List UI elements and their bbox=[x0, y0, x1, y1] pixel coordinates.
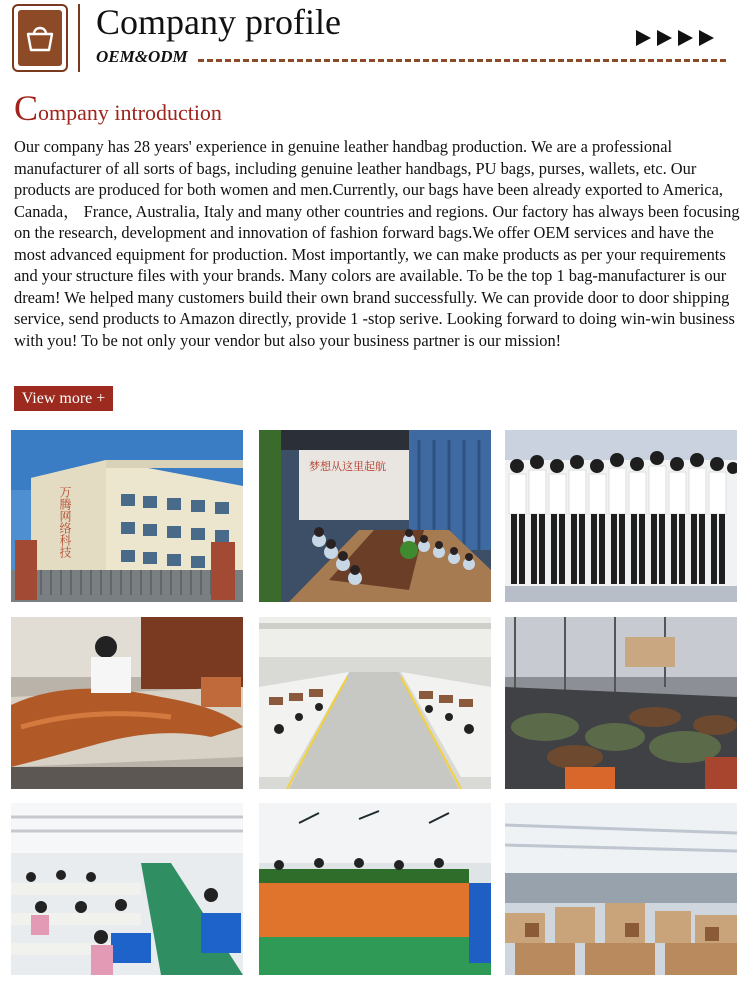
section-title-rest: ompany introduction bbox=[38, 100, 222, 125]
leather-cutting-photo bbox=[11, 617, 243, 789]
packaging-warehouse-photo bbox=[505, 803, 737, 975]
workshop-floor-photo bbox=[259, 803, 491, 975]
factory-building-photo bbox=[11, 430, 243, 602]
meeting-room-photo bbox=[259, 430, 491, 602]
page-title: Company profile bbox=[96, 2, 341, 42]
bags-warehouse-photo bbox=[505, 617, 737, 789]
production-line-photo bbox=[259, 617, 491, 789]
section-title-initial: C bbox=[14, 88, 39, 128]
sewing-workshop-photo bbox=[11, 803, 243, 975]
team-photo bbox=[505, 430, 737, 602]
building-sign-text: 万腾网络科技 bbox=[58, 486, 72, 558]
meeting-banner-text: 梦想从这里起航 bbox=[309, 460, 386, 473]
company-introduction-text: Our company has 28 years' experience in genuine leather handbag production. We are a professional manufacturer of all sorts of bags, including genuine leather handbags, PU bags, purses, wallets, etc. Our products are produced for both women and men.Currently, our bags have been already exported to America, Canada， France, Australia, Italy and many other countries and regions. Our factory has always been focusing on the research, development and innovation of fashion forward bags.We offer OEM services and have the most advanced equipment for production. Most importantly, we can make products as per your requirements and your structure files with your brands. Many colors are available. To be the top 1 bag-manufacturer is our dream! We helped many customers build their own brand successfully. We can provide door to door shipping service, send products to Amazon directly, provide 1 -stop serive. Looking forward to doing win-win business with you! To be not only your vendor but also your business partner is our mission! bbox=[14, 137, 740, 350]
page-subtitle: OEM&ODM bbox=[96, 47, 188, 66]
view-more-button[interactable]: View more + bbox=[14, 386, 113, 411]
